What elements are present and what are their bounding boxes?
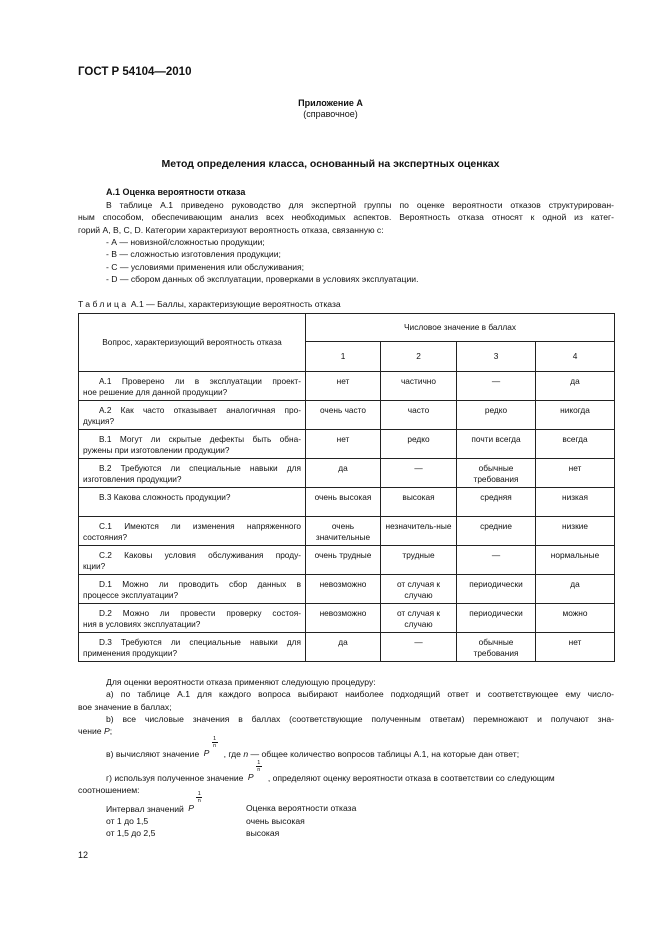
question-line: D.2 Можно ли провести проверку состоя- — [99, 608, 301, 618]
question-line: А.1 Проверено ли в эксплуатации проект- — [99, 376, 301, 386]
table-row — [79, 604, 615, 633]
table-caption-text: А.1 — Баллы, характеризующие вероятность отказа — [130, 299, 341, 309]
table-row — [79, 459, 615, 488]
step-b: b) все числовые значения в баллах (соответствующие полученным ответам) перемножают и получают зна- — [106, 713, 614, 724]
score-cell-3: — — [457, 546, 536, 575]
intro-line: ным способом, обеспечивающим анализ всех необходимых аспектов. Вероятность отказа относят к одной из катег- — [78, 212, 614, 223]
intro-paragraph — [78, 199, 614, 236]
score-cell-3: обычные требования — [457, 633, 536, 662]
question-cell — [79, 401, 306, 430]
score-cell-1: очень значительные — [306, 517, 381, 546]
question-line: В.3 Какова сложность продукции? — [99, 492, 231, 502]
question-line: изготовления продукции? — [83, 473, 182, 484]
list-item: - C — условиями применения или обслуживания; — [106, 261, 305, 272]
table-row — [79, 488, 615, 517]
category-list — [106, 236, 418, 285]
exponent-den: n — [213, 743, 217, 750]
exponent-den: n — [257, 766, 261, 773]
step-b-cont — [78, 725, 614, 737]
score-column-3: 3 — [457, 342, 536, 372]
score-cell-2: высокая — [381, 488, 457, 517]
probability-table — [78, 313, 615, 662]
step-b-end: ; — [109, 726, 113, 737]
score-cell-1: да — [306, 459, 381, 488]
question-line: D.1 Можно ли проводить сбор данных в — [99, 579, 301, 589]
procedure — [78, 676, 614, 796]
table-row — [79, 372, 615, 401]
table-row — [79, 575, 615, 604]
table-row — [79, 633, 615, 662]
table-row — [79, 546, 615, 575]
score-cell-1: невозможно — [306, 604, 381, 633]
score-cell-3: средняя — [457, 488, 536, 517]
step-c-rest: — общее количество вопросов таблицы А.1, на которые дан ответ; — [250, 749, 520, 760]
question-cell — [79, 430, 306, 459]
step-c — [78, 736, 614, 760]
annex-heading — [0, 98, 661, 120]
score-cell-4: низкая — [536, 488, 615, 517]
score-cell-3: средние — [457, 517, 536, 546]
question-cell — [79, 604, 306, 633]
interval-list — [106, 791, 406, 840]
interval-range: от 1,5 до 2,5 — [106, 828, 156, 839]
question-line: В.2 Требуются ли специальные навыки для — [99, 463, 301, 473]
score-cell-2: — — [381, 633, 457, 662]
score-column-1: 1 — [306, 342, 381, 372]
score-cell-4: да — [536, 575, 615, 604]
page-number: 12 — [78, 850, 89, 860]
intro-line: горий А, B, C, D. Категории характеризуют вероятность отказа, связанную с: — [78, 224, 384, 235]
question-line: ружены при изготовлении продукции? — [83, 444, 230, 455]
question-line: В.1 Могут ли скрытые дефекты быть обна- — [99, 434, 301, 444]
question-line: D.3 Требуются ли специальные навыки для — [99, 637, 301, 647]
table-caption-prefix: Таблица — [78, 299, 129, 309]
question-line: состояния? — [83, 531, 128, 542]
exponent-fraction — [196, 791, 202, 804]
question-line: кции? — [83, 560, 106, 571]
step-c-text: в) вычисляют значение — [106, 749, 200, 760]
score-cell-3: редко — [457, 401, 536, 430]
score-cell-4: нормальные — [536, 546, 615, 575]
score-cell-3: — — [457, 372, 536, 401]
formula-p: P — [188, 803, 194, 813]
score-cell-2: от случая к случаю — [381, 575, 457, 604]
question-line: ное решение для данной продукции? — [83, 386, 228, 397]
question-cell — [79, 372, 306, 401]
table-caption — [78, 299, 341, 309]
question-cell — [79, 633, 306, 662]
question-cell — [79, 517, 306, 546]
score-cell-1: очень трудные — [306, 546, 381, 575]
question-cell — [79, 546, 306, 575]
p-power-formula — [186, 791, 208, 813]
score-cell-2: часто — [381, 401, 457, 430]
score-cell-1: очень часто — [306, 401, 381, 430]
step-a-cont: вое значение в баллах; — [78, 701, 172, 712]
score-cell-4: всегда — [536, 430, 615, 459]
score-cell-4: можно — [536, 604, 615, 633]
appendix-title: Метод определения класса, основанный на экспертных оценках — [161, 158, 500, 170]
exponent-num: 1 — [213, 736, 217, 743]
score-cell-3: периодически — [457, 575, 536, 604]
interval-row — [106, 827, 406, 839]
interval-rating: высокая — [246, 828, 280, 839]
procedure-intro: Для оценки вероятности отказа применяют следующую процедуру: — [106, 677, 376, 687]
score-cell-2: — — [381, 459, 457, 488]
score-column-4: 4 — [536, 342, 615, 372]
question-cell — [79, 575, 306, 604]
question-line: процессе эксплуатации? — [83, 589, 179, 600]
score-cell-4: да — [536, 372, 615, 401]
step-d-cont: соотношением: — [78, 785, 140, 796]
annex-subtitle: (справочное) — [303, 109, 358, 119]
exponent-num: 1 — [197, 791, 201, 797]
annex-title: Приложение А — [298, 98, 363, 108]
score-cell-1: невозможно — [306, 575, 381, 604]
table-row — [79, 517, 615, 546]
step-d-text: г) используя полученное значение — [106, 772, 244, 783]
exponent-fraction — [212, 736, 218, 749]
question-line: С.1 Имеются ли изменения напряженного — [99, 521, 301, 531]
score-cell-2: редко — [381, 430, 457, 459]
score-cell-2: частично — [381, 372, 457, 401]
p-power-formula — [246, 759, 268, 782]
score-cell-1: нет — [306, 430, 381, 459]
variable-p: P — [103, 726, 110, 737]
score-cell-1: да — [306, 633, 381, 662]
score-cell-4: нет — [536, 459, 615, 488]
score-cell-3: обычные требования — [457, 459, 536, 488]
interval-header-text: Интервал значений — [106, 804, 184, 814]
question-column-header: Вопрос, характеризующий вероятность отказа — [79, 314, 306, 372]
interval-row — [106, 815, 406, 827]
score-cell-3: периодически — [457, 604, 536, 633]
section-heading: А.1 Оценка вероятности отказа — [106, 187, 246, 197]
score-cell-1: очень высокая — [306, 488, 381, 517]
exponent-den: n — [197, 798, 201, 804]
rating-header: Оценка вероятности отказа — [246, 803, 357, 813]
question-line: дукция? — [83, 415, 115, 426]
step-d — [78, 759, 614, 784]
score-cell-2: трудные — [381, 546, 457, 575]
step-d-text2: , определяют оценку вероятности отказа в соответствии со следующим — [267, 772, 555, 783]
interval-rating: очень высокая — [246, 816, 305, 826]
score-cell-1: нет — [306, 372, 381, 401]
document-id: ГОСТ Р 54104—2010 — [78, 66, 192, 78]
question-cell — [79, 488, 306, 517]
step-c-text2: , где — [223, 749, 241, 760]
interval-header — [106, 791, 208, 815]
step-a: а) по таблице А.1 для каждого вопроса выбирают наиболее подходящий ответ и соответствующее ему число- — [106, 689, 614, 700]
formula-p: P — [247, 771, 254, 782]
list-item: - А — новизной/сложностью продукции; — [106, 237, 265, 247]
score-cell-2: от случая к случаю — [381, 604, 457, 633]
score-cell-3: почти всегда — [457, 430, 536, 459]
table-row — [79, 430, 615, 459]
question-line: А.2 Как часто отказывает аналогичная про- — [99, 405, 301, 415]
score-column-2: 2 — [381, 342, 457, 372]
p-power-formula — [202, 736, 224, 759]
score-cell-4: низкие — [536, 517, 615, 546]
question-cell — [79, 459, 306, 488]
variable-n: n — [243, 749, 249, 760]
list-item: - D — сбором данных об эксплуатации, проверками в условиях эксплуатации. — [106, 273, 419, 284]
interval-range: от 1 до 1,5 — [106, 816, 149, 826]
score-column-header: Числовое значение в баллах — [306, 314, 615, 342]
question-line: применения продукции? — [83, 647, 178, 658]
intro-line: В таблице А.1 приведено руководство для экспертной группы по оценке вероятности отказов структурирован- — [106, 200, 614, 210]
formula-p: P — [203, 748, 210, 759]
score-cell-4: нет — [536, 633, 615, 662]
question-line: ния в условиях эксплуатации? — [83, 618, 201, 629]
table-row — [79, 401, 615, 430]
step-b-text: чение — [78, 726, 102, 737]
score-cell-4: никогда — [536, 401, 615, 430]
question-line: С.2 Каковы условия обслуживания проду- — [99, 550, 301, 560]
exponent-num: 1 — [257, 759, 261, 766]
list-item: - B — сложностью изготовления продукции; — [106, 249, 281, 260]
score-cell-2: незначитель-ные — [381, 517, 457, 546]
exponent-fraction — [256, 760, 262, 773]
